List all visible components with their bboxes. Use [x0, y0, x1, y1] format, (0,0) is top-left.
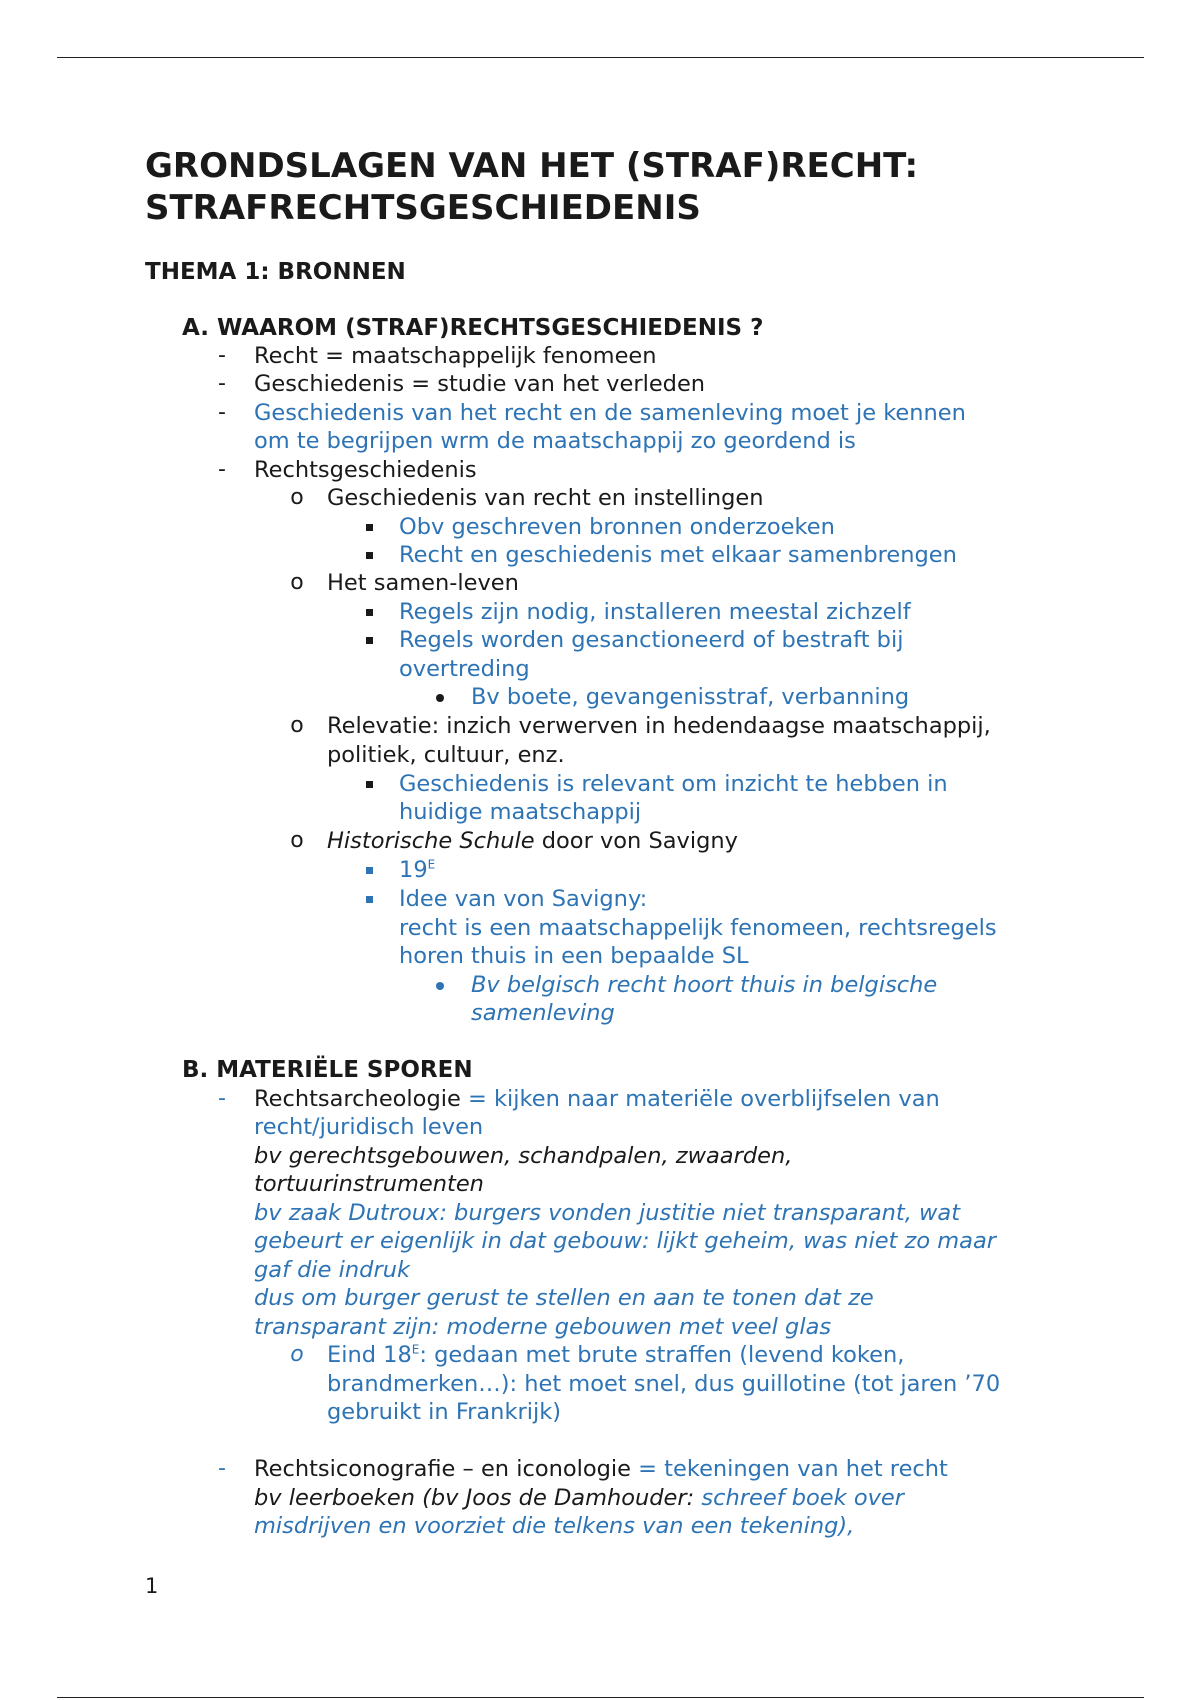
sub-item-continuation: brandmerken…): het moet snel, dus guillotine (tot jaren ’70 — [327, 1371, 1001, 1397]
sub-item — [327, 1341, 904, 1369]
example: Bv belgisch recht hoort thuis in belgische — [471, 972, 938, 998]
dash-bullet: - — [218, 457, 226, 482]
century-number: 19 — [399, 857, 428, 883]
historische-schule-label: Historische Schule — [327, 828, 535, 854]
sub-point: Regels worden gesanctioneerd of bestraft bij — [399, 627, 904, 653]
list-item-continuation: om te begrijpen wrm de maatschappij zo geordend is — [254, 428, 856, 454]
section-a-heading: A. WAAROM (STRAF)RECHTSGESCHIEDENIS ? — [182, 315, 764, 341]
sub-item: Geschiedenis van recht en instellingen — [327, 485, 764, 511]
document-title — [145, 145, 918, 229]
sub-point: Recht en geschiedenis met elkaar samenbrengen — [399, 542, 957, 568]
sub-item — [327, 827, 738, 855]
rechtsiconografie-definition: = tekeningen van het recht — [631, 1456, 948, 1482]
dutroux-note: transparant zijn: moderne gebouwen met veel glas — [254, 1314, 832, 1340]
dash-bullet: - — [218, 1086, 226, 1111]
savigny-label: door von Savigny — [534, 828, 738, 854]
theme-heading: THEMA 1: BRONNEN — [145, 259, 406, 285]
sub-point: Idee van von Savigny: — [399, 886, 648, 912]
example-continuation: tortuurinstrumenten — [254, 1171, 484, 1197]
rechtsarcheologie-definition: = kijken naar materiële overblijfselen van — [460, 1086, 940, 1112]
example — [254, 1484, 904, 1512]
list-item-continuation: recht/juridisch leven — [254, 1114, 484, 1140]
title-line-2: STRAFRECHTSGESCHIEDENIS — [145, 188, 701, 228]
rechtsarcheologie-term: Rechtsarcheologie — [254, 1086, 461, 1112]
circle-bullet: o — [290, 713, 304, 738]
dash-bullet: - — [218, 1456, 226, 1481]
square-bullet — [366, 781, 373, 788]
century-suffix: E — [427, 857, 436, 872]
square-bullet — [366, 609, 373, 616]
damhouder-note: schreef boek over — [701, 1485, 905, 1511]
dutroux-note: gaf die indruk — [254, 1257, 411, 1283]
dutroux-note: gebeurt er eigenlijk in dat gebouw: lijkt geheim, was niet zo maar — [254, 1228, 996, 1254]
sub-point: Geschiedenis is relevant om inzicht te hebben in — [399, 771, 948, 797]
title-line-1: GRONDSLAGEN VAN HET (STRAF)RECHT: — [145, 146, 919, 186]
list-item — [254, 1085, 940, 1113]
sub-point: Regels zijn nodig, installeren meestal zichzelf — [399, 599, 911, 625]
sub-point-continuation: overtreding — [399, 656, 530, 682]
square-bullet — [366, 524, 373, 531]
list-item: Rechtsgeschiedenis — [254, 457, 477, 483]
leerboeken-example: bv leerboeken (bv Joos de Damhouder: — [254, 1485, 702, 1511]
dash-bullet: - — [218, 343, 226, 368]
list-item — [254, 1455, 948, 1483]
example: Bv boete, gevangenisstraf, verbanning — [471, 684, 910, 710]
sub-item-continuation: politiek, cultuur, enz. — [327, 742, 565, 768]
dot-bullet — [436, 694, 444, 702]
example-continuation: samenleving — [471, 1000, 615, 1026]
sub-point — [399, 856, 435, 884]
example-continuation: misdrijven en voorziet die telkens van een tekening), — [254, 1513, 855, 1539]
circle-bullet: o — [290, 570, 304, 595]
square-bullet — [366, 552, 373, 559]
sub-item: Het samen-leven — [327, 570, 519, 596]
rechtsiconografie-term: Rechtsiconografie – en iconologie — [254, 1456, 632, 1482]
dot-bullet — [436, 982, 444, 990]
sub-point-continuation: horen thuis in een bepaalde SL — [399, 943, 749, 969]
eind-text: : gedaan met brute straffen (levend koken, — [419, 1342, 905, 1368]
example: bv gerechtsgebouwen, schandpalen, zwaarden, — [254, 1143, 793, 1169]
dash-bullet: - — [218, 400, 226, 425]
square-bullet — [366, 637, 373, 644]
eind-label: Eind 18 — [327, 1342, 412, 1368]
page-number: 1 — [145, 1574, 159, 1598]
circle-bullet: o — [290, 1342, 304, 1367]
sub-point: Obv geschreven bronnen onderzoeken — [399, 514, 835, 540]
circle-bullet: o — [290, 828, 304, 853]
header-rule — [57, 57, 1144, 58]
eind-suffix: E — [411, 1342, 420, 1357]
dash-bullet: - — [218, 371, 226, 396]
footer-rule — [57, 1697, 1144, 1698]
dutroux-note: bv zaak Dutroux: burgers vonden justitie niet transparant, wat — [254, 1200, 961, 1226]
dutroux-note: dus om burger gerust te stellen en aan te tonen dat ze — [254, 1285, 874, 1311]
sub-item: Relevatie: inzich verwerven in hedendaagse maatschappij, — [327, 713, 991, 739]
circle-bullet: o — [290, 485, 304, 510]
sub-item-continuation: gebruikt in Frankrijk) — [327, 1399, 562, 1425]
square-bullet — [366, 896, 373, 903]
list-item: Geschiedenis = studie van het verleden — [254, 371, 706, 397]
sub-point-continuation: huidige maatschappij — [399, 799, 642, 825]
square-bullet — [366, 867, 373, 874]
sub-point-continuation: recht is een maatschappelijk fenomeen, rechtsregels — [399, 915, 997, 941]
section-b-heading: B. MATERIËLE SPOREN — [182, 1057, 473, 1083]
list-item: Geschiedenis van het recht en de samenleving moet je kennen — [254, 400, 966, 426]
list-item: Recht = maatschappelijk fenomeen — [254, 343, 657, 369]
